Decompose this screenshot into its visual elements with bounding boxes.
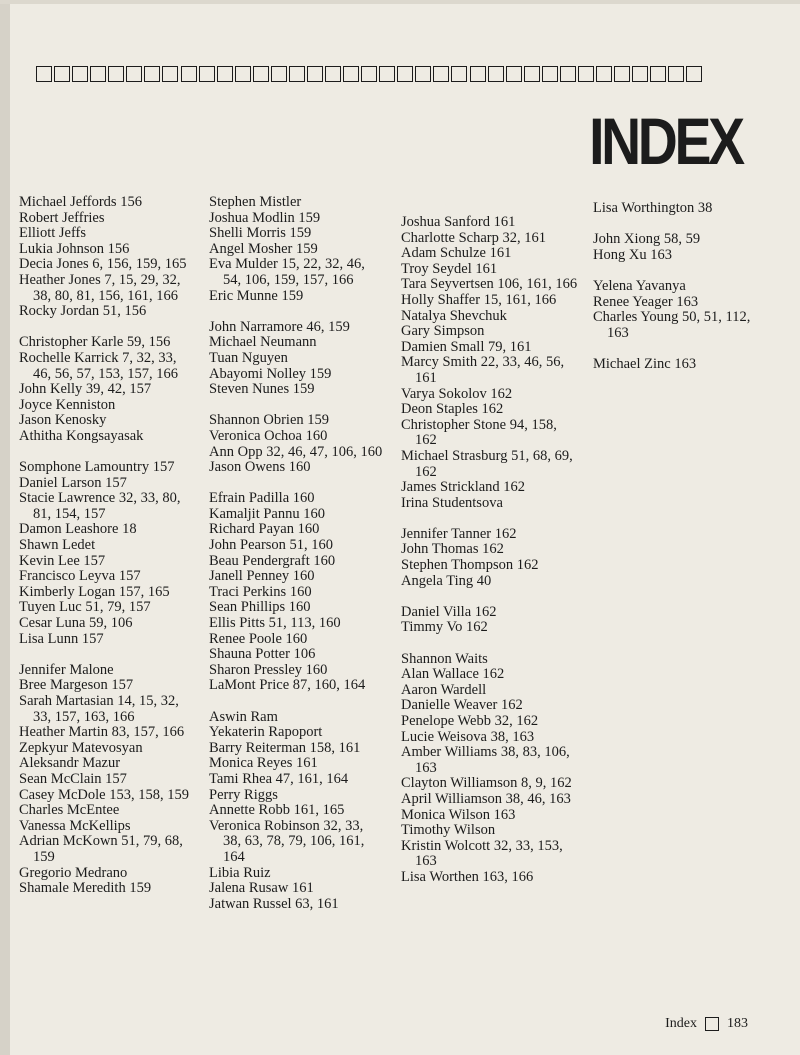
index-entry: Hong Xu 163: [593, 246, 672, 263]
index-entry: Lukia Johnson 156: [19, 240, 130, 257]
index-column-1: [19, 195, 194, 897]
index-entry: Stephen Thompson 162: [401, 557, 539, 574]
decorative-box-border: [36, 66, 702, 88]
decorative-box-icon: [343, 66, 359, 82]
decorative-box-icon: [596, 66, 612, 82]
index-entry: Zepkyur Matevosyan: [19, 739, 143, 756]
index-entry: Gregorio Medrano: [19, 864, 128, 881]
letter-group-gap: [19, 647, 194, 663]
index-entry: Timmy Vo 162: [401, 619, 488, 636]
index-entry: Joshua Sanford 161: [401, 214, 516, 230]
index-entry: Renee Yeager 163: [593, 293, 699, 310]
index-entry: Shannon Obrien 159: [209, 412, 330, 429]
index-entry: Yekaterin Rapoport: [209, 724, 323, 741]
index-entry: Efrain Padilla 160: [209, 490, 315, 507]
index-entry: Timothy Wilson: [401, 822, 496, 839]
index-entry: Barry Reiterman 158, 161: [209, 739, 361, 756]
index-entry: Danielle Weaver 162: [401, 697, 523, 714]
index-entry: Angel Mosher 159: [209, 240, 318, 257]
letter-group-gap: [401, 511, 581, 527]
index-entry: Varya Sokolov 162: [401, 385, 513, 402]
index-entry: Perry Riggs: [209, 786, 278, 803]
index-entry: Charlotte Scharp 32, 161: [401, 229, 546, 246]
index-entry: Sean Phillips 160: [209, 599, 311, 616]
index-entry: John Kelly 39, 42, 157: [19, 381, 152, 398]
index-entry: Aswin Ram: [209, 708, 278, 725]
index-entry: Ann Opp 32, 46, 47, 106, 160: [209, 443, 383, 460]
index-entry: Joshua Modlin 159: [209, 209, 321, 226]
index-entry: Abayomi Nolley 159: [209, 365, 332, 382]
index-entry: Monica Wilson 163: [401, 806, 516, 823]
index-entry: John Pearson 51, 160: [209, 537, 334, 554]
letter-group-gap: [593, 341, 773, 357]
letter-group-gap: [209, 476, 384, 492]
decorative-box-icon: [650, 66, 666, 82]
decorative-box-icon: [217, 66, 233, 82]
index-entry: Renee Poole 160: [209, 630, 308, 647]
index-entry: Decia Jones 6, 156, 159, 165: [19, 256, 187, 273]
index-entry: Tuyen Luc 51, 79, 157: [19, 599, 151, 616]
index-entry: April Williamson 38, 46, 163: [401, 790, 571, 807]
index-entry: Shamale Meredith 159: [19, 880, 152, 897]
index-entry: Steven Nunes 159: [209, 381, 315, 398]
index-entry: Stacie Lawrence 32, 33, 80, 81, 154, 157: [19, 490, 181, 522]
index-entry: Heather Martin 83, 157, 166: [19, 724, 185, 741]
decorative-box-icon: [668, 66, 684, 82]
decorative-box-icon: [433, 66, 449, 82]
index-entry: Holly Shaffer 15, 161, 166: [401, 291, 557, 308]
index-entry: Michael Strasburg 51, 68, 69, 162: [401, 447, 573, 480]
index-entry: Shelli Morris 159: [209, 225, 312, 242]
page-footer: [665, 1016, 748, 1032]
index-entry: Tami Rhea 47, 161, 164: [209, 770, 349, 787]
decorative-box-icon: [307, 66, 323, 82]
index-entry: Sean McClain 157: [19, 770, 127, 787]
index-entry: Angela Ting 40: [401, 572, 492, 589]
decorative-box-icon: [578, 66, 594, 82]
index-entry: Christopher Stone 94, 158, 162: [401, 416, 557, 449]
index-entry: Michael Jeffords 156: [19, 194, 142, 210]
decorative-box-icon: [506, 66, 522, 82]
page-number: 183: [727, 1016, 748, 1031]
letter-group-gap: [209, 304, 384, 320]
decorative-box-icon: [108, 66, 124, 82]
letter-group-gap: [209, 398, 384, 414]
index-entry: Joyce Kenniston: [19, 396, 116, 413]
index-entry: Daniel Villa 162: [401, 603, 497, 620]
letter-group-gap: [19, 445, 194, 461]
decorative-box-icon: [199, 66, 215, 82]
index-entry: Shawn Ledet: [19, 537, 96, 554]
page-top-edge: [0, 0, 800, 4]
index-entry: Yelena Yavanya: [593, 277, 686, 294]
index-entry: Rochelle Karrick 7, 32, 33, 46, 56, 57, 153, 157, 166: [19, 349, 178, 382]
index-entry: Athitha Kongsayasak: [19, 427, 144, 444]
index-entry: Troy Seydel 161: [401, 260, 498, 277]
index-entry: Veronica Ochoa 160: [209, 427, 328, 444]
decorative-box-icon: [632, 66, 648, 82]
index-entry: Somphone Lamountry 157: [19, 459, 175, 476]
index-entry: Jennifer Tanner 162: [401, 525, 517, 542]
index-entry: Francisco Leyva 157: [19, 568, 141, 585]
decorative-box-icon: [397, 66, 413, 82]
index-entry: Aleksandr Mazur: [19, 755, 121, 772]
index-entry: Shannon Waits: [401, 650, 488, 667]
index-entry: Jatwan Russel 63, 161: [209, 895, 339, 912]
index-entry: Veronica Robinson 32, 33, 38, 63, 78, 79, 106, 161, 164: [209, 817, 365, 865]
decorative-box-icon: [144, 66, 160, 82]
decorative-box-icon: [162, 66, 178, 82]
index-entry: Lisa Worthen 163, 166: [401, 868, 534, 885]
index-entry: Kamaljit Pannu 160: [209, 505, 325, 522]
index-column-4: [593, 201, 773, 373]
decorative-box-icon: [451, 66, 467, 82]
index-entry: Marcy Smith 22, 33, 46, 56, 161: [401, 354, 565, 386]
letter-group-gap: [19, 320, 194, 336]
index-entry: Damien Small 79, 161: [401, 338, 532, 355]
index-entry: Stephen Mistler: [209, 194, 302, 210]
index-column-2: [209, 195, 384, 912]
index-entry: Adrian McKown 51, 79, 68, 159: [19, 833, 183, 865]
decorative-box-icon: [36, 66, 52, 82]
index-entry: Irina Studentsova: [401, 494, 503, 511]
index-entry: Eva Mulder 15, 22, 32, 46, 54, 106, 159, 157, 166: [209, 256, 365, 288]
index-entry: Deon Staples 162: [401, 401, 504, 418]
index-entry: Casey McDole 153, 158, 159: [19, 786, 189, 803]
decorative-box-icon: [542, 66, 558, 82]
index-entry: Robert Jeffries: [19, 209, 105, 226]
index-entry: Clayton Williamson 8, 9, 162: [401, 775, 572, 792]
index-entry: Natalya Shevchuk: [401, 307, 507, 324]
decorative-box-icon: [470, 66, 486, 82]
index-entry: Adam Schulze 161: [401, 245, 512, 262]
index-entry: Eric Munne 159: [209, 287, 304, 304]
index-entry: Charles Young 50, 51, 112, 163: [593, 309, 751, 341]
decorative-box-icon: [524, 66, 540, 82]
index-entry: Richard Payan 160: [209, 521, 320, 538]
decorative-box-icon: [686, 66, 702, 82]
index-entry: Heather Jones 7, 15, 29, 32, 38, 80, 81, 156, 161, 166: [19, 271, 181, 304]
index-entry: James Strickland 162: [401, 479, 526, 496]
decorative-box-icon: [126, 66, 142, 82]
index-entry: Elliott Jeffs: [19, 225, 86, 242]
index-entry: Lisa Worthington 38: [593, 200, 713, 216]
index-entry: Ellis Pitts 51, 113, 160: [209, 615, 341, 632]
index-entry: Daniel Larson 157: [19, 474, 127, 491]
index-entry: Kevin Lee 157: [19, 552, 106, 569]
index-entry: Kimberly Logan 157, 165: [19, 583, 170, 600]
index-entry: John Narramore 46, 159: [209, 318, 350, 335]
index-entry: Amber Williams 38, 83, 106, 163: [401, 744, 570, 776]
index-entry: Charles McEntee: [19, 802, 120, 819]
index-entry: Traci Perkins 160: [209, 583, 312, 600]
decorative-box-icon: [54, 66, 70, 82]
index-entry: Libia Ruiz: [209, 864, 271, 881]
index-column-3: [401, 215, 581, 886]
decorative-box-icon: [181, 66, 197, 82]
index-entry: Aaron Wardell: [401, 681, 487, 698]
decorative-box-icon: [614, 66, 630, 82]
index-entry: Michael Zinc 163: [593, 355, 697, 372]
index-entry: Christopher Karle 59, 156: [19, 334, 171, 351]
index-entry: Lisa Lunn 157: [19, 630, 104, 647]
page-title: INDEX: [589, 104, 742, 178]
footer-label: Index: [665, 1016, 697, 1031]
footer-box-icon: [705, 1017, 719, 1031]
index-entry: Alan Wallace 162: [401, 666, 505, 683]
index-entry: Tuan Nguyen: [209, 349, 288, 366]
page-binding-edge: [0, 0, 10, 1055]
letter-group-gap: [401, 589, 581, 605]
decorative-box-icon: [289, 66, 305, 82]
letter-group-gap: [401, 636, 581, 652]
index-entry: Jalena Rusaw 161: [209, 880, 314, 897]
decorative-box-icon: [235, 66, 251, 82]
index-entry: Beau Pendergraft 160: [209, 552, 336, 569]
decorative-box-icon: [560, 66, 576, 82]
index-entry: Sharon Pressley 160: [209, 661, 328, 678]
index-entry: John Xiong 58, 59: [593, 231, 701, 248]
decorative-box-icon: [361, 66, 377, 82]
index-entry: Kristin Wolcott 32, 33, 153, 163: [401, 837, 563, 870]
decorative-box-icon: [488, 66, 504, 82]
index-entry: Jason Owens 160: [209, 459, 311, 476]
index-entry: Janell Penney 160: [209, 568, 315, 585]
decorative-box-icon: [379, 66, 395, 82]
index-entry: Jennifer Malone: [19, 661, 114, 678]
index-entry: Gary Simpson: [401, 323, 485, 340]
index-entry: Rocky Jordan 51, 156: [19, 303, 147, 320]
letter-group-gap: [209, 694, 384, 710]
decorative-box-icon: [90, 66, 106, 82]
index-entry: Monica Reyes 161: [209, 755, 318, 772]
decorative-box-icon: [271, 66, 287, 82]
index-entry: Jason Kenosky: [19, 412, 107, 429]
index-entry: Tara Seyvertsen 106, 161, 166: [401, 276, 578, 293]
index-entry: Sarah Martasian 14, 15, 32, 33, 157, 163, 166: [19, 693, 179, 725]
letter-group-gap: [593, 217, 773, 233]
index-entry: John Thomas 162: [401, 541, 504, 558]
decorative-box-icon: [72, 66, 88, 82]
index-entry: Damon Leashore 18: [19, 521, 137, 538]
letter-group-gap: [593, 263, 773, 279]
decorative-box-icon: [415, 66, 431, 82]
index-entry: LaMont Price 87, 160, 164: [209, 677, 366, 694]
decorative-box-icon: [253, 66, 269, 82]
index-entry: Vanessa McKellips: [19, 817, 131, 834]
index-entry: Cesar Luna 59, 106: [19, 615, 133, 632]
index-entry: Lucie Weisova 38, 163: [401, 728, 535, 745]
index-entry: Bree Margeson 157: [19, 677, 134, 694]
decorative-box-icon: [325, 66, 341, 82]
index-entry: Michael Neumann: [209, 334, 317, 351]
index-entry: Penelope Webb 32, 162: [401, 713, 539, 729]
index-entry: Shauna Potter 106: [209, 646, 316, 663]
index-entry: Annette Robb 161, 165: [209, 802, 345, 819]
